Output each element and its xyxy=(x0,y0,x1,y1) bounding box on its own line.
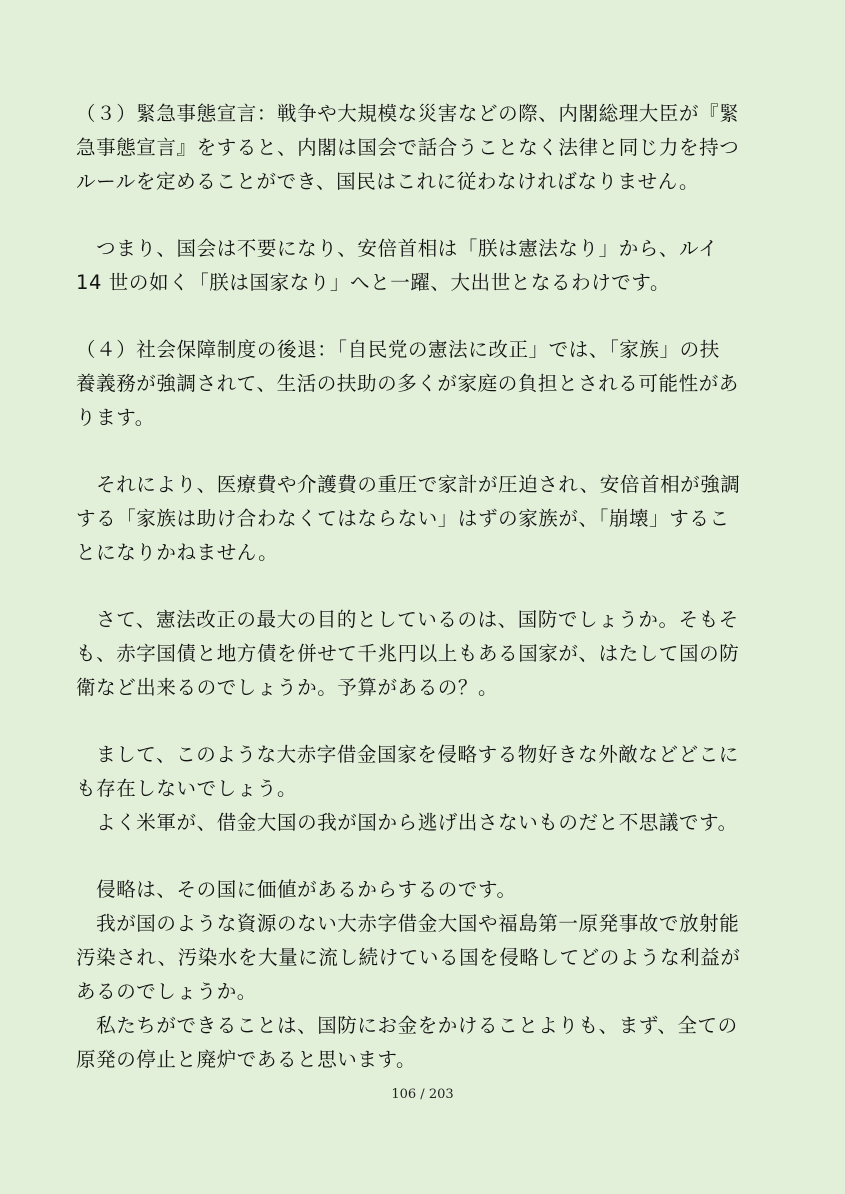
text-line: ります。 xyxy=(76,406,155,429)
text-line: ルールを定めることができ、国民はこれに従わなければなりません。 xyxy=(76,170,700,193)
text-line: 養義務が強調されて、生活の扶助の多くが家庭の負担とされる可能性があ xyxy=(76,372,739,395)
text-line: も存在しないでしょう。 xyxy=(76,777,298,800)
text-line: （３）緊急事態宣言：戦争や大規模な災害などの際、内閣総理大臣が『緊 xyxy=(76,102,740,125)
text-line: 私たちができることは、国防にお金をかけることよりも、まず、全ての xyxy=(76,1014,738,1037)
text-line: 14 世の如く「朕は国家なり」へと一躍、大出世となるわけです。 xyxy=(76,271,671,294)
paragraph-emergency-declaration xyxy=(76,97,740,199)
paragraph-nuclear-plants xyxy=(76,873,740,1077)
text-line: つまり、国会は不要になり、安倍首相は「朕は憲法なり」から、ルイ xyxy=(76,237,719,260)
text-line: まして、このような大赤字借金国家を侵略する物好きな外敵などどこに xyxy=(76,743,739,766)
text-line: 我が国のような資源のない大赤字借金大国や福島第一原発事故で放射能 xyxy=(76,912,740,935)
text-line: さて、憲法改正の最大の目的としているのは、国防でしょうか。そもそ xyxy=(76,608,739,631)
text-line: それにより、医療費や介護費の重圧で家計が圧迫され、安倍首相が強調 xyxy=(76,473,741,496)
paragraph-national-defense xyxy=(76,603,740,705)
document-body xyxy=(76,97,740,1077)
paragraph-social-security xyxy=(76,333,740,435)
text-line: （４）社会保障制度の後退：「自民党の憲法に改正」では、「家族」の扶 xyxy=(76,338,720,361)
page-number: 106 / 203 xyxy=(391,1087,454,1102)
text-line: する「家族は助け合わなくてはならない」はずの家族が、「崩壊」するこ xyxy=(76,507,730,530)
text-line: 衛など出来るのでしょうか。予算があるの？。 xyxy=(76,676,499,699)
text-line: とになりかねません。 xyxy=(76,541,279,564)
text-line: 侵略は、その国に価値があるからするのです。 xyxy=(76,878,517,901)
text-line: 急事態宣言』をすると、内閣は国会で話合うことなく法律と同じ力を持つ xyxy=(76,136,740,159)
paragraph-no-invaders xyxy=(76,738,740,840)
paragraph-diet-unnecessary xyxy=(76,232,740,300)
text-line: よく米軍が、借金大国の我が国から逃げ出さないものだと不思議です。 xyxy=(76,811,738,834)
text-line: 汚染され、汚染水を大量に流し続けている国を侵略してどのような利益が xyxy=(76,946,741,969)
text-line: 原発の停止と廃炉であると思います。 xyxy=(76,1048,417,1071)
paragraph-family-collapse xyxy=(76,468,740,570)
text-line: あるのでしょうか。 xyxy=(76,980,257,1003)
text-line: も、赤字国債と地方債を併せて千兆円以上もある国家が、はたして国の防 xyxy=(76,642,740,665)
